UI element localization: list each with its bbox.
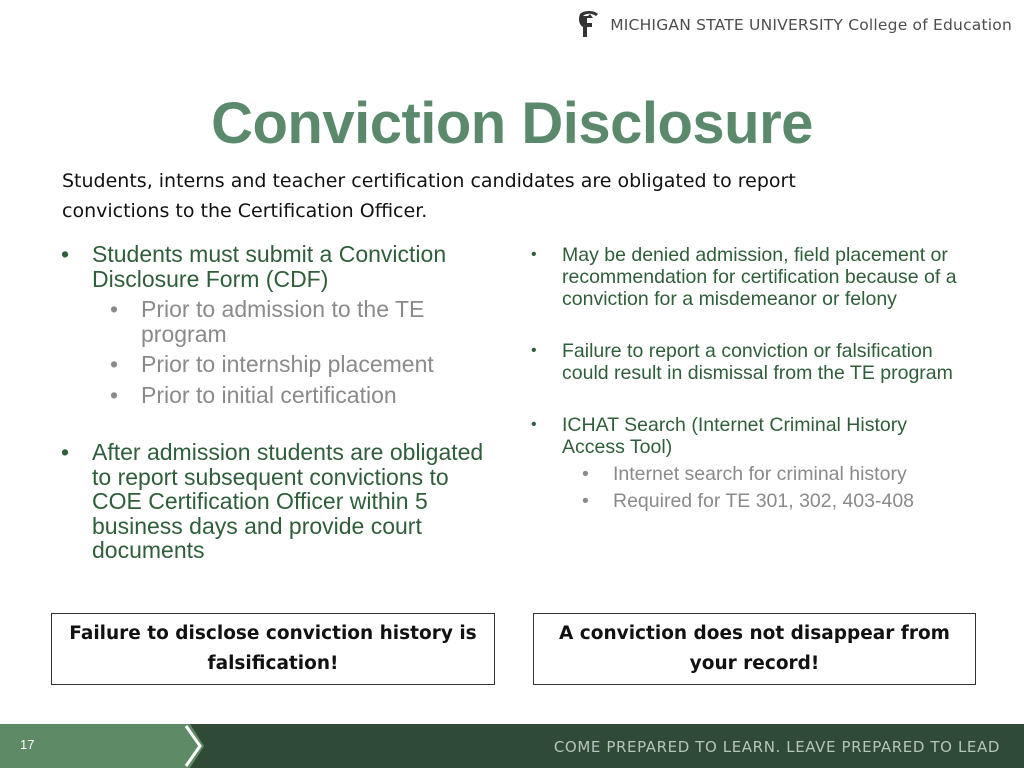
bullet-text: Failure to report a conviction or falsification could result in dismissal from the TE program [562, 340, 953, 384]
university-label: MICHIGAN STATE UNIVERSITY [610, 16, 844, 34]
slide-title: Conviction Disclosure [211, 91, 813, 156]
bullet-text: After admission students are obligated to report subsequent convictions to COE Certification Officer within 5 business days and provide court documents [92, 439, 484, 563]
sub-list [92, 297, 498, 407]
chevron-right-icon [178, 724, 208, 768]
page-number-panel [0, 724, 190, 768]
spacer [58, 413, 498, 440]
sub-bullet: • Prior to internship placement [100, 352, 498, 377]
msu-logo [576, 10, 1012, 40]
intro-text: Students, interns and teacher certification candidates are obligated to report convictions to the Certification Officer. [62, 170, 796, 222]
bullet-after-admission [58, 440, 498, 563]
university-name [610, 16, 1012, 34]
sub-bullet: • Required for TE 301, 302, 403-408 [572, 491, 968, 512]
bullet-text: ICHAT Search (Internet Criminal History Access Tool) [562, 414, 907, 458]
sub-list [562, 464, 968, 512]
sub-bullet: • Prior to admission to the TE program [100, 297, 498, 346]
bullet-denied-admission [528, 244, 968, 310]
sub-bullet: • Internet search for criminal history [572, 464, 968, 485]
right-column [528, 244, 968, 518]
bullet-ichat [528, 414, 968, 512]
callout-record: A conviction does not disappear from your record! [533, 613, 976, 685]
footer-bar [0, 724, 1024, 768]
spacer [528, 384, 968, 414]
bullet-text: Students must submit a Conviction Disclosure Form (CDF) [92, 241, 447, 292]
spartan-helmet-icon [576, 10, 602, 40]
bullet-text: May be denied admission, field placement or recommendation for certification because of a conviction for a misdemeanor or felony [562, 244, 957, 310]
sub-bullet: • Prior to initial certification [100, 383, 498, 408]
bullet-cdf [58, 242, 498, 407]
spacer [528, 310, 968, 340]
callout-falsification: Failure to disclose conviction history is falsification! [51, 613, 495, 685]
footer-tagline: COME PREPARED TO LEARN. LEAVE PREPARED TO LEAD [553, 738, 1000, 756]
left-column [58, 242, 498, 563]
page-number: 17 [20, 737, 35, 752]
college-label: College of Education [848, 16, 1012, 34]
bullet-failure-to-report [528, 340, 968, 384]
